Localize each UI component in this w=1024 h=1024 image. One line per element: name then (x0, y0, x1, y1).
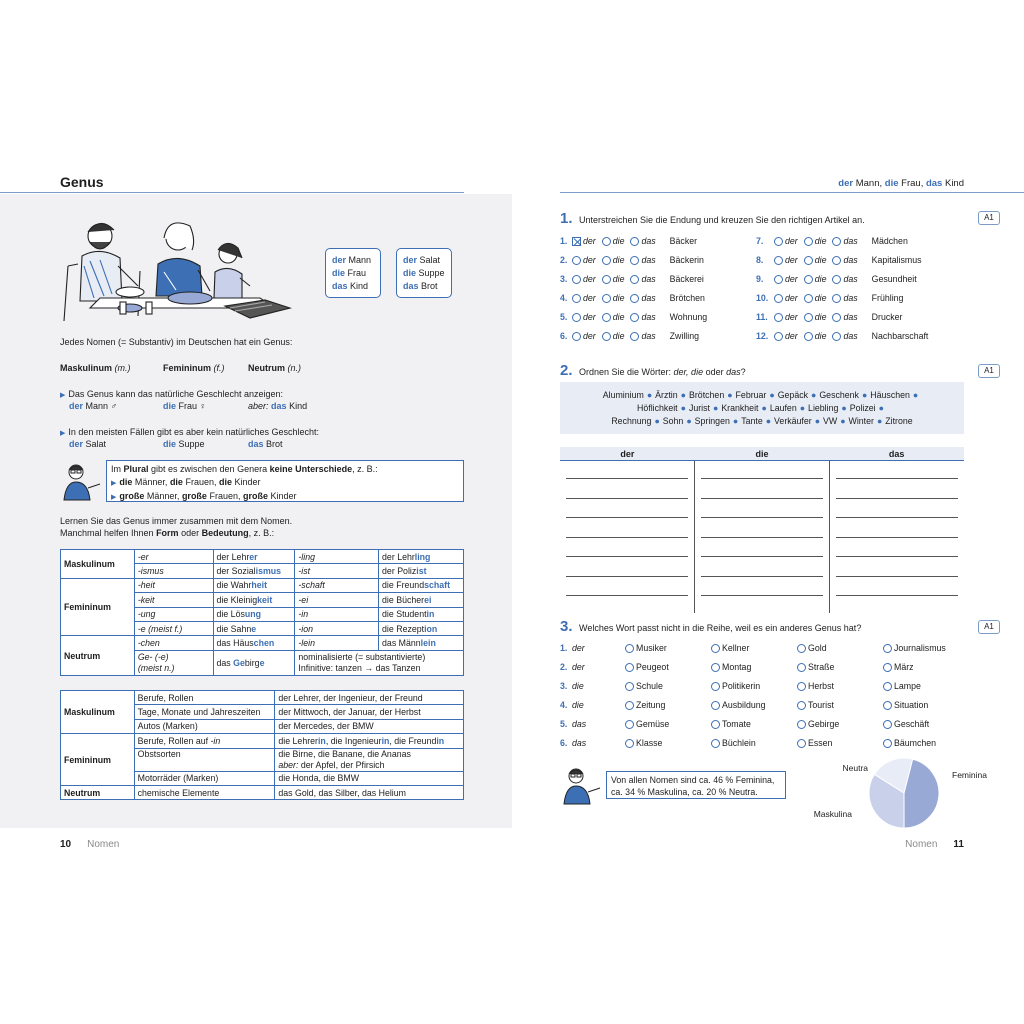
word-option[interactable]: Herbst (797, 681, 883, 691)
article-option[interactable]: die (602, 236, 625, 246)
word-option[interactable]: Gold (797, 643, 883, 653)
column-header-die: die (755, 449, 769, 459)
article-option[interactable]: das (630, 331, 655, 341)
article-option[interactable]: die (804, 293, 827, 303)
word-bank-word[interactable]: Winter (848, 416, 874, 426)
radio-circle-icon (572, 275, 581, 284)
write-line[interactable] (701, 537, 823, 538)
write-line[interactable] (836, 478, 958, 479)
table-row: Femininum -heit die Wahrheit -schaft die Freundschaft (61, 578, 464, 592)
word-bank-word[interactable]: Geschenk (819, 390, 859, 400)
article-option[interactable]: der (572, 236, 596, 246)
learn-text-1: Lernen Sie das Genus immer zusammen mit dem Nomen. (60, 516, 293, 526)
radio-circle-icon (630, 256, 639, 265)
exercise-1-instruction: Unterstreichen Sie die Endung und kreuzen Sie den richtigen Artikel an. (579, 215, 865, 225)
radio-circle-icon (625, 739, 634, 748)
word-bank-line: Rechnung ● Sohn ● Springen ● Tante ● Verkäufer ● VW ● Winter ● Zitrone (611, 416, 913, 426)
radio-circle-icon (804, 294, 813, 303)
exercise-2-instruction: Ordnen Sie die Wörter: der, die oder das? (579, 367, 746, 377)
word-option[interactable]: Kellner (711, 643, 797, 653)
exercise-1-item: 9. der die das Gesundheit (756, 274, 917, 284)
page-title: Genus (60, 174, 104, 190)
word-option[interactable]: Lampe (883, 681, 969, 691)
word-bank-word[interactable]: Krankheit (721, 403, 759, 413)
article-option[interactable]: das (630, 236, 655, 246)
radio-circle-icon (630, 275, 639, 284)
write-line[interactable] (701, 595, 823, 596)
radio-circle-icon (883, 644, 892, 653)
page-number-left: 10 Nomen (60, 839, 120, 850)
word-option[interactable]: Musiker (625, 643, 711, 653)
radio-circle-icon (797, 701, 806, 710)
word-option[interactable]: Schule (625, 681, 711, 691)
radio-circle-icon (625, 682, 634, 691)
article-option[interactable]: die (804, 312, 827, 322)
radio-circle-icon (602, 256, 611, 265)
radio-circle-icon (602, 313, 611, 322)
radio-circle-icon (797, 644, 806, 653)
article-option[interactable]: der (774, 331, 798, 341)
radio-circle-icon (832, 237, 841, 246)
article-option[interactable]: der (572, 255, 596, 265)
article-option[interactable]: die (804, 255, 827, 265)
plural-note: Im Plural gibt es zwischen den Genera keine Unterschiede, z. B.: ▶ die Männer, die Frauen, die Kinder ▶ große Männer, große Frauen, große Kinder (106, 460, 464, 502)
radio-circle-icon (804, 237, 813, 246)
level-badge: A1 (978, 364, 1000, 378)
radio-circle-icon (625, 720, 634, 729)
genera-list: Maskulinum (m.) (60, 363, 131, 373)
radio-circle-icon (804, 256, 813, 265)
article-option[interactable]: die (804, 236, 827, 246)
article-box-food: der Salat die Suppe das Brot (396, 248, 452, 298)
level-badge: A1 (978, 211, 1000, 225)
article-option[interactable]: das (630, 255, 655, 265)
table-row: Maskulinum -er der Lehrer -ling der Lehrling (61, 550, 464, 564)
word-option[interactable]: Journalismus (883, 643, 969, 653)
nonnatural-example-2: die Suppe (163, 439, 205, 449)
word-bank-word[interactable]: Brötchen (689, 390, 725, 400)
table-row: -keit die Kleinigkeit -ei die Bücherei (61, 593, 464, 607)
write-line[interactable] (566, 576, 688, 577)
radio-circle-icon (832, 275, 841, 284)
exercise-1-number: 1. (560, 210, 573, 227)
word-option[interactable]: Politikerin (711, 681, 797, 691)
table-row: -ung die Lösung -in die Studentin (61, 607, 464, 621)
nonnatural-example-1: der Salat (69, 439, 107, 449)
natural-example-3: aber: das Kind (248, 401, 308, 411)
radio-circle-icon (774, 294, 783, 303)
level-badge: A1 (978, 620, 1000, 634)
write-line[interactable] (566, 517, 688, 518)
exercise-3-item: 3. die Schule Politikerin Herbst Lampe (560, 679, 969, 693)
word-option[interactable]: Büchlein (711, 738, 797, 748)
column-header-der: der (620, 449, 635, 459)
write-line[interactable] (701, 478, 823, 479)
article-option[interactable]: das (630, 274, 655, 284)
write-line[interactable] (836, 517, 958, 518)
word-option[interactable]: Bäumchen (883, 738, 969, 748)
write-line[interactable] (836, 556, 958, 557)
table-row: -e (meist f.) die Sahne -ion die Rezeption (61, 621, 464, 635)
article-option[interactable]: das (832, 293, 857, 303)
exercise-1-item: 4. der die das Brötchen (560, 293, 705, 303)
radio-circle-icon (572, 332, 581, 341)
word-option[interactable]: Klasse (625, 738, 711, 748)
radio-circle-icon (797, 739, 806, 748)
exercise-3-item: 1. der Musiker Kellner Gold Journalismus (560, 641, 969, 655)
word-bank-word[interactable]: Liebling (808, 403, 839, 413)
exercise-1-item: 1. der die das Bäcker (560, 236, 698, 246)
radio-circle-icon (774, 313, 783, 322)
word-bank-word[interactable]: Häuschen (870, 390, 910, 400)
genera-neuter: Neutrum (n.) (248, 363, 302, 373)
pie-label-feminina: Feminina (952, 770, 987, 780)
radio-circle-icon (602, 294, 611, 303)
pie-label-neutra: Neutra (842, 763, 868, 773)
teacher-icon (560, 766, 602, 806)
radio-circle-icon (797, 720, 806, 729)
radio-circle-icon (711, 644, 720, 653)
article-option[interactable]: die (602, 293, 625, 303)
exercise-1-item: 10. der die das Frühling (756, 293, 904, 303)
exercise-1-item: 5. der die das Wohnung (560, 312, 708, 322)
exercise-1-item: 6. der die das Zwilling (560, 331, 699, 341)
radio-circle-icon (625, 663, 634, 672)
radio-circle-icon (630, 332, 639, 341)
exercise-1-item: 7. der die das Mädchen (756, 236, 908, 246)
radio-circle-icon (883, 682, 892, 691)
radio-circle-icon (804, 332, 813, 341)
radio-circle-icon (711, 720, 720, 729)
table-row: -ismus der Sozialismus -ist der Polizist (61, 564, 464, 578)
article-option[interactable]: der (774, 236, 798, 246)
radio-circle-icon (883, 720, 892, 729)
table-row: Maskulinum Berufe, Rollen der Lehrer, der Ingenieur, der Freund (61, 691, 464, 705)
table-row: Obstsorten die Birne, die Banane, die Ananas aber: der Apfel, der Pfirsich (61, 748, 464, 771)
exercise-3-item: 5. das Gemüse Tomate Gebirge Geschäft (560, 717, 969, 731)
word-bank-word[interactable]: Sohn (662, 416, 684, 426)
statistics-note: Von allen Nomen sind ca. 46 % Feminina, ca. 34 % Maskulina, ca. 20 % Neutra. (606, 771, 786, 799)
sorting-column (830, 461, 964, 613)
radio-circle-icon (630, 294, 639, 303)
suffix-table (60, 549, 464, 676)
write-line[interactable] (701, 517, 823, 518)
word-bank-word[interactable]: Februar (735, 390, 767, 400)
table-row: Ge- (-e) (meist n.) das Gebirge nominalisierte (= substantivierte) Infinitive: tanzen → das Tanzen (61, 650, 464, 675)
learn-text-2: Manchmal helfen Ihnen Form oder Bedeutung, z. B.: (60, 528, 275, 538)
radio-circle-icon (630, 313, 639, 322)
table-row: Tage, Monate und Jahreszeiten der Mittwoch, der Januar, der Herbst (61, 705, 464, 719)
article-option[interactable]: die (804, 331, 827, 341)
radio-circle-icon (774, 332, 783, 341)
article-option[interactable]: das (630, 293, 655, 303)
radio-circle-icon (572, 294, 581, 303)
word-option[interactable]: Tourist (797, 700, 883, 710)
radio-circle-icon (711, 682, 720, 691)
radio-circle-icon (711, 663, 720, 672)
word-bank-word[interactable]: Zitrone (885, 416, 913, 426)
radio-circle-icon (602, 275, 611, 284)
exercise-3-item: 6. das Klasse Büchlein Essen Bäumchen (560, 736, 969, 750)
word-bank-line: Aluminium ● Ärztin ● Brötchen ● Februar ● Gepäck ● Geschenk ● Häuschen ● (602, 390, 919, 400)
natural-example-2: die Frau ♀ (163, 401, 207, 411)
radio-circle-icon (774, 275, 783, 284)
word-option[interactable]: Gebirge (797, 719, 883, 729)
article-option[interactable]: der (774, 293, 798, 303)
nonnatural-example-3: das Brot (248, 439, 283, 449)
word-option[interactable]: Essen (797, 738, 883, 748)
article-option[interactable]: der (572, 274, 596, 284)
article-option[interactable]: die (602, 255, 625, 265)
natural-example-1: der Mann ♂ (69, 401, 118, 411)
radio-circle-icon (832, 332, 841, 341)
table-row: Autos (Marken) der Mercedes, der BMW (61, 719, 464, 733)
exercise-1-item: 2. der die das Bäckerin (560, 255, 704, 265)
radio-circle-icon (572, 313, 581, 322)
write-line[interactable] (836, 595, 958, 596)
article-option[interactable]: der (572, 331, 596, 341)
word-bank-word[interactable]: Springen (694, 416, 730, 426)
article-box-people: der Mann die Frau das Kind (325, 248, 381, 298)
checked-box-icon (572, 237, 581, 246)
word-bank-line: Höflichkeit ● Jurist ● Krankheit ● Laufen ● Liebling ● Polizei ● (637, 403, 884, 413)
table-row: Femininum Berufe, Rollen auf -in die Lehrerin, die Ingenieurin, die Freundin (61, 734, 464, 748)
word-bank-word[interactable]: Ärztin (655, 390, 678, 400)
exercise-1-item: 12. der die das Nachbarschaft (756, 331, 929, 341)
word-bank-word[interactable]: VW (823, 416, 838, 426)
word-bank-word[interactable]: Laufen (769, 403, 797, 413)
article-option[interactable]: das (630, 312, 655, 322)
radio-circle-icon (832, 256, 841, 265)
intro-text: Jedes Nomen (= Substantiv) im Deutschen hat ein Genus: (60, 337, 293, 347)
article-option[interactable]: der (572, 312, 596, 322)
article-option[interactable]: das (832, 236, 857, 246)
radio-circle-icon (797, 663, 806, 672)
exercise-2-number: 2. (560, 362, 573, 379)
page-number-right: Nomen 11 (905, 839, 964, 850)
write-line[interactable] (566, 498, 688, 499)
write-line[interactable] (566, 478, 688, 479)
article-option[interactable]: die (804, 274, 827, 284)
natural-gender-text: ▶ Das Genus kann das natürliche Geschlecht anzeigen: (60, 389, 284, 399)
exercise-3-instruction: Welches Wort passt nicht in die Reihe, weil es ein anderes Genus hat? (579, 623, 862, 633)
article-option[interactable]: der (774, 312, 798, 322)
radio-circle-icon (804, 313, 813, 322)
word-bank-word[interactable]: Verkäufer (774, 416, 812, 426)
title-rule (0, 192, 464, 193)
column-header-das: das (888, 449, 905, 459)
exercise-3-item: 2. der Peugeot Montag Straße März (560, 660, 969, 674)
running-header: der Mann, die Frau, das Kind (838, 178, 964, 189)
write-line[interactable] (566, 537, 688, 538)
article-option[interactable]: der (572, 293, 596, 303)
article-option[interactable]: das (832, 331, 857, 341)
radio-circle-icon (804, 275, 813, 284)
word-option[interactable]: Situation (883, 700, 969, 710)
radio-circle-icon (602, 237, 611, 246)
word-option[interactable]: Ausbildung (711, 700, 797, 710)
word-bank-word[interactable]: Höflichkeit (637, 403, 678, 413)
left-page (0, 168, 512, 858)
genera-feminine: Femininum (f.) (163, 363, 225, 373)
arrow-icon: ▶ (60, 392, 66, 399)
sorting-table (560, 447, 964, 613)
table-row: Neutrum chemische Elemente das Gold, das Silber, das Helium (61, 785, 464, 799)
arrow-icon: ▶ (60, 430, 66, 437)
word-option[interactable]: Straße (797, 662, 883, 672)
word-bank (560, 382, 964, 434)
word-option[interactable]: Montag (711, 662, 797, 672)
table-row: Motorräder (Marken) die Honda, die BMW (61, 771, 464, 785)
radio-circle-icon (883, 739, 892, 748)
word-bank-word[interactable]: Rechnung (611, 416, 652, 426)
nonnatural-gender-text: ▶ In den meisten Fällen gibt es aber kein natürliches Geschlecht: (60, 427, 320, 437)
radio-circle-icon (625, 701, 634, 710)
radio-circle-icon (774, 256, 783, 265)
article-option[interactable]: der (774, 255, 798, 265)
word-bank-word[interactable]: Jurist (688, 403, 710, 413)
radio-circle-icon (602, 332, 611, 341)
word-bank-word[interactable]: Gepäck (777, 390, 809, 400)
article-option[interactable]: das (832, 255, 857, 265)
article-option[interactable]: die (602, 331, 625, 341)
exercise-3-item: 4. die Zeitung Ausbildung Tourist Situation (560, 698, 969, 712)
radio-circle-icon (630, 237, 639, 246)
pie-label-maskulina: Maskulina (813, 809, 852, 819)
radio-circle-icon (832, 313, 841, 322)
exercise-1-item: 3. der die das Bäckerei (560, 274, 704, 284)
radio-circle-icon (797, 682, 806, 691)
word-bank-word[interactable]: Aluminium (602, 390, 644, 400)
gender-pie-chart (792, 756, 987, 836)
sorting-column (695, 461, 830, 613)
radio-circle-icon (883, 701, 892, 710)
article-option[interactable]: das (832, 274, 857, 284)
right-page (512, 168, 1024, 858)
article-option[interactable]: der (774, 274, 798, 284)
word-bank-word[interactable]: Polizei (849, 403, 876, 413)
word-bank-word[interactable]: Tante (741, 416, 763, 426)
radio-circle-icon (711, 739, 720, 748)
word-option[interactable]: Gemüse (625, 719, 711, 729)
write-line[interactable] (566, 595, 688, 596)
table-row: Neutrum -chen das Häuschen -lein das Männlein (61, 636, 464, 650)
write-line[interactable] (701, 556, 823, 557)
radio-circle-icon (883, 663, 892, 672)
exercise-1-item: 8. der die das Kapitalismus (756, 255, 922, 265)
article-option[interactable]: die (602, 312, 625, 322)
write-line[interactable] (566, 556, 688, 557)
write-line[interactable] (836, 576, 958, 577)
radio-circle-icon (625, 644, 634, 653)
word-option[interactable]: März (883, 662, 969, 672)
exercise-3-number: 3. (560, 618, 573, 635)
article-option[interactable]: das (832, 312, 857, 322)
word-option[interactable]: Tomate (711, 719, 797, 729)
radio-circle-icon (832, 294, 841, 303)
radio-circle-icon (711, 701, 720, 710)
radio-circle-icon (572, 256, 581, 265)
write-line[interactable] (701, 498, 823, 499)
radio-circle-icon (774, 237, 783, 246)
teacher-icon (60, 462, 102, 502)
word-option[interactable]: Peugeot (625, 662, 711, 672)
write-line[interactable] (836, 498, 958, 499)
sorting-column (560, 461, 695, 613)
exercise-1-item: 11. der die das Drucker (756, 312, 903, 322)
meaning-table (60, 690, 464, 800)
write-line[interactable] (701, 576, 823, 577)
write-line[interactable] (836, 537, 958, 538)
header-rule (560, 192, 1024, 193)
article-option[interactable]: die (602, 274, 625, 284)
word-option[interactable]: Zeitung (625, 700, 711, 710)
word-option[interactable]: Geschäft (883, 719, 969, 729)
family-dinner-illustration (60, 216, 295, 328)
